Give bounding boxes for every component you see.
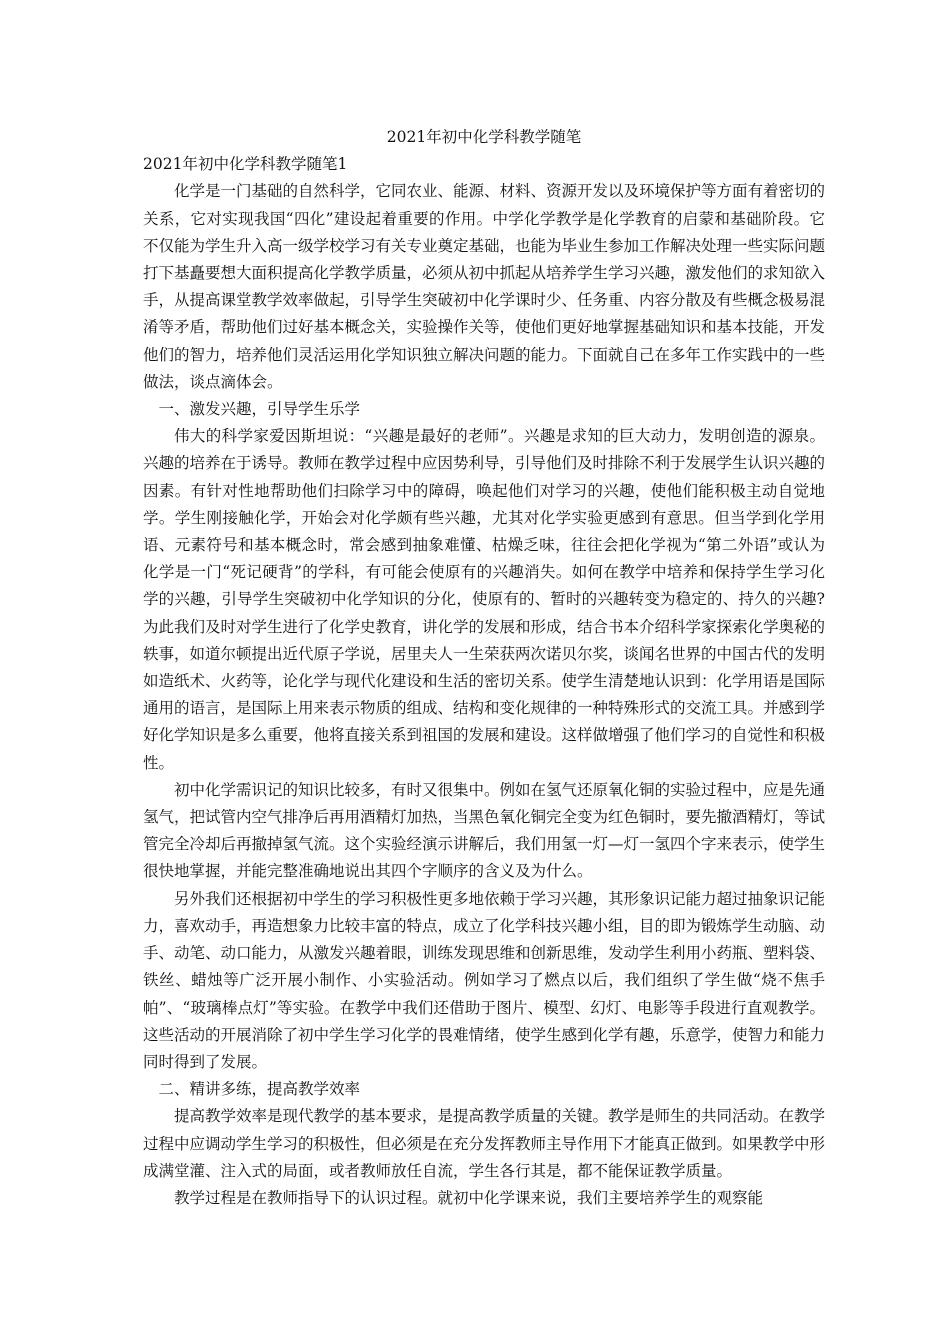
document-title: 2021年初中化学科教学随笔	[386, 128, 582, 146]
heading-section-1: 一、激发兴趣，引导学生乐学	[158, 400, 361, 419]
paragraph-efficiency: 提高教学效率是现代教学的基本要求，是提高教学质量的关键。教学是师生的共同活动。在教学过程中应调动学生学习的积极性，但必须是在充分发挥教师主导作用下才能真正做到。如果教学中形成满堂灌、注入式的局面，或者教师放任自流，学生各行其是，都不能保证教学质量。	[143, 1107, 826, 1180]
document-page	[143, 118, 825, 1212]
paragraph-process: 教学过程是在教师指导下的认识过程。就初中化学课来说，我们主要培养学生的观察能	[174, 1188, 764, 1207]
paragraph-intro: 化学是一门基础的自然科学，它同农业、能源、材料、资源开发以及环境保护等方面有着密切的关系，它对实现我国“四化”建设起着重要的作用。中学化学教学是化学教育的启蒙和基础阶段。它不仅能为学生升入高一级学校学习有关专业奠定基础，也能为毕业生参加工作解决处理一些实际问题打下基矗要想大面积提高化学教学质量，必须从初中抓起从培养学生学习兴趣，激发他们的求知欲入手，从提高课堂教学效率做起，引导学生突破初中化学课时少、任务重、内容分散及有些概念极易混淆等矛盾，帮助他们过好基本概念关，实验操作关等，使他们更好地掌握基础知识和基本技能，开发他们的智力，培养他们灵活运用化学知识独立解决问题的能力。下面就自己在多年工作实践中的一些做法，谈点滴体会。	[143, 182, 826, 391]
paragraph-memorization: 初中化学需识记的知识比较多，有时又很集中。例如在氢气还原氧化铜的实验过程中，应是先通氢气，把试管内空气排净后再用酒精灯加热，当黑色氧化铜完全变为红色铜时，要先撤酒精灯，等试管完全冷却后再撤掉氢气流。这个实验经演示讲解后，我们用氢一灯—灯一氢四个字来表示，使学生很快地掌握，并能完整准确地说出其四个字顺序的含义及为什么。	[143, 780, 826, 881]
paragraph-interest-group: 另外我们还根据初中学生的学习积极性更多地依赖于学习兴趣，其形象识记能力超过抽象识记能力，喜欢动手，再造想象力比较丰富的特点，成立了化学科技兴趣小组，目的即为锻炼学生动脑、动手、动笔、动口能力，从激发兴趣着眼，训练发现思维和创新思维，发动学生利用小药瓶、塑料袋、铁丝、蜡烛等广泛开展小制作、小实验活动。例如学习了燃点以后，我们组织了学生做“烧不焦手帕”、“玻璃棒点灯”等实验。在教学中我们还借助于图片、模型、幻灯、电影等手段进行直观教学。这些活动的开展消除了初中学生学习化学的畏难情绪，使学生感到化学有趣，乐意学，使智力和能力同时得到了发展。	[143, 889, 826, 1071]
paragraph-interest: 伟大的科学家爱因斯坦说：“兴趣是最好的老师”。兴趣是求知的巨大动力，发明创造的源泉。兴趣的培养在于诱导。教师在教学过程中应因势利导，引导他们及时排除不利于发展学生认识兴趣的因素。有针对性地帮助他们扫除学习中的障碍，唤起他们对学习的兴趣，使他们能积极主动自觉地学。学生刚接触化学，开始会对化学颇有些兴趣，尤其对化学实验更感到有意思。但当学到化学用语、元素符号和基本概念时，常会感到抽象难懂、枯燥乏味，往往会把化学视为“第二外语”或认为化学是一门“死记硬背”的学科，有可能会使原有的兴趣消失。如何在教学中培养和保持学生学习化学的兴趣，引导学生突破初中化学知识的分化，使原有的、暂时的兴趣转变为稳定的、持久的兴趣?为此我们及时对学生进行了化学史教育，讲化学的发展和形成，结合书本介绍科学家探索化学奥秘的轶事，如道尔顿提出近代原子学说，居里夫人一生荣获两次诺贝尔奖，谈闻名世界的中国古代的发明如造纸术、火药等，论化学与现代化建设和生活的密切关系。使学生清楚地认识到：化学用语是国际通用的语言，是国际上用来表示物质的组成、结构和变化规律的一种特殊形式的交流工具。并感到学好化学知识是多么重要，他将直接关系到祖国的发展和建设。这样做增强了他们学习的自觉性和积极性。	[143, 427, 826, 772]
section-title: 2021年初中化学科教学随笔1	[143, 155, 348, 174]
heading-section-2: 二、精讲多练，提高教学效率	[158, 1080, 361, 1099]
